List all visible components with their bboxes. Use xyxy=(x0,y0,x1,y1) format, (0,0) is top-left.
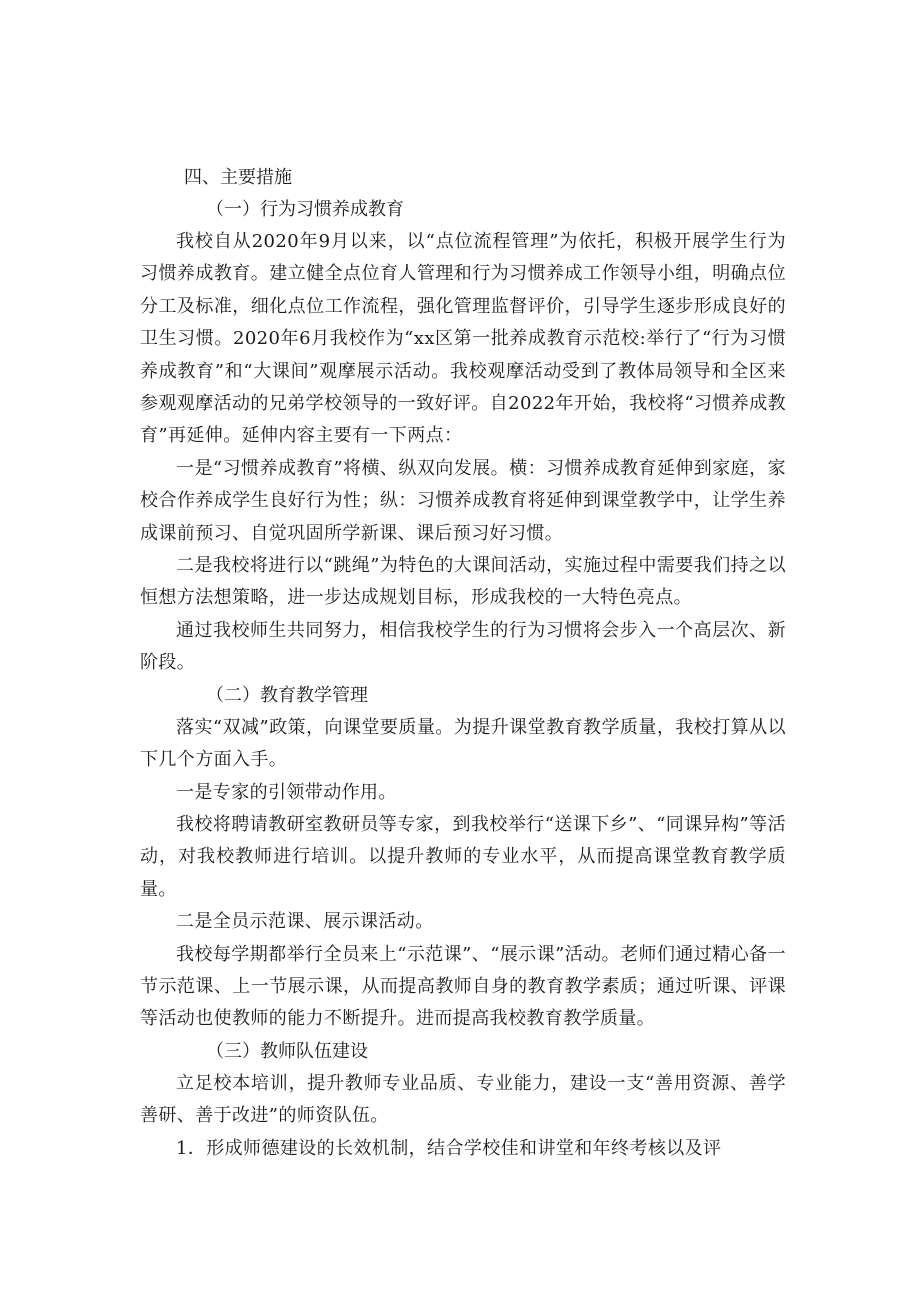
paragraph-7: 我校将聘请教研室教研员等专家，到我校举行“送课下乡”、“同课异构”等活动，对我校教师进行培训。以提升教师的专业水平，从而提高课堂教育教学质量。 xyxy=(140,813,786,900)
document-body xyxy=(140,162,786,1165)
paragraph-11: 1．形成师德建设的长效机制，结合学校佳和讲堂和年终考核以及评 xyxy=(176,1137,722,1159)
paragraph-3: 二是我校将进行以“跳绳”为特色的大课间活动，实施过程中需要我们持之以恒想方法想策略，进一步达成规划目标，形成我校的一大特色亮点。 xyxy=(140,555,786,609)
subsection-title-2: （二）教育教学管理 xyxy=(206,684,368,706)
paragraph-6: 一是专家的引领带动作用。 xyxy=(176,781,397,803)
paragraph-8: 二是全员示范课、展示课活动。 xyxy=(176,911,434,933)
subsection-title-3: （三）教师队伍建设 xyxy=(206,1040,368,1062)
paragraph-1: 我校自从2020年9月以来，以“点位流程管理”为依托，积极开展学生行为习惯养成教育。建立健全点位育人管理和行为习惯养成工作领导小组，明确点位分工及标准，细化点位工作流程，强化管理监督评价，引导学生逐步形成良好的卫生习惯。2020年6月我校作为“xx区第一批养成教育示范校:举行了“行为习惯养成教育”和“大课间”观摩展示活动。我校观摩活动受到了教体局领导和全区来参观观摩活动的兄弟学校领导的一致好评。自2022年开始，我校将“习惯养成教育”再延伸。延伸内容主要有一下两点： xyxy=(140,231,786,447)
paragraph-2: 一是“习惯养成教育”将横、纵双向发展。横：习惯养成教育延伸到家庭，家校合作养成学生良好行为性；纵：习惯养成教育将延伸到课堂教学中，让学生养成课前预习、自觉巩固所学新课、课后预习好习惯。 xyxy=(140,457,786,544)
paragraph-9: 我校每学期都举行全员来上“示范课”、“展示课”活动。老师们通过精心备一节示范课、上一节展示课，从而提高教师自身的教育教学素质；通过听课、评课等活动也使教师的能力不断提升。进而提高我校教育教学质量。 xyxy=(140,943,786,1030)
paragraph-10: 立足校本培训，提升教师专业品质、专业能力，建设一支“善用资源、善学善研、善于改进”的师资队伍。 xyxy=(140,1072,786,1127)
subsection-title-1: （一）行为习惯养成教育 xyxy=(206,199,404,220)
paragraph-5: 落实“双减”政策，向课堂要质量。为提升课堂教育教学质量，我校打算从以下几个方面入手。 xyxy=(140,716,786,771)
section-title: 四、主要措施 xyxy=(184,167,292,188)
paragraph-4: 通过我校师生共同努力，相信我校学生的行为习惯将会步入一个高层次、新阶段。 xyxy=(140,619,786,674)
